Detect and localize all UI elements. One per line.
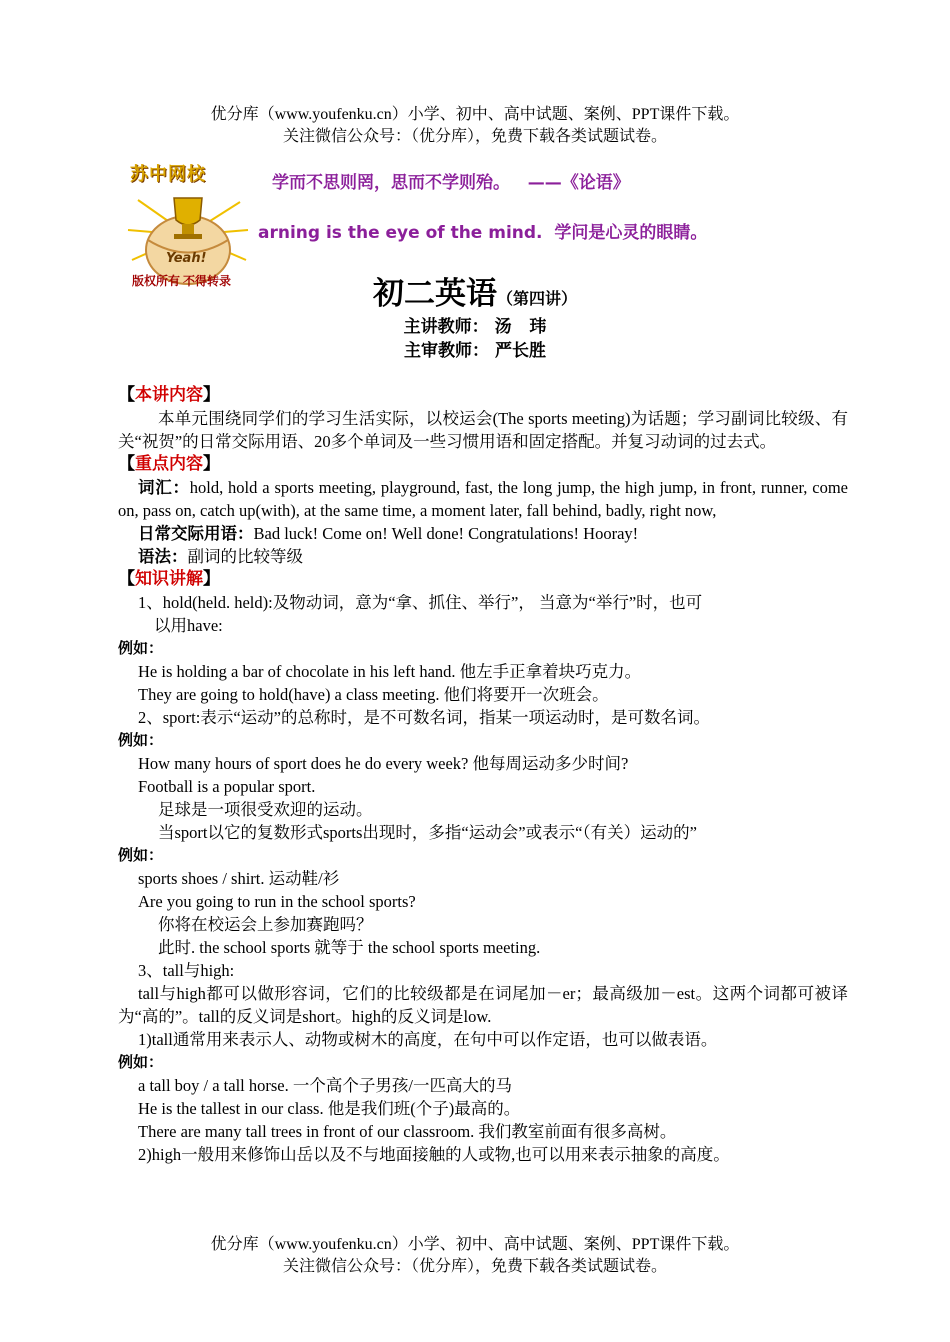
lead-teacher: 主讲教师： 汤 玮 <box>403 317 547 337</box>
point-1-cont: 以用have: <box>154 616 223 635</box>
motto-line-1: 学而不思则罔，思而不学则殆。 ——《论语》 <box>272 173 630 193</box>
point-2-cont: 当sport以它的复数形式sports出现时，多指“运动会”或表示“（有关）运动的” <box>158 823 697 842</box>
section-heading-key: 【重点内容】 <box>118 454 220 474</box>
example-line: Are you going to run in the school sports? <box>138 892 416 911</box>
point-3-sub-1: 1)tall通常用来表示人、动物或树木的高度，在句中可以作定语，也可以做表语。 <box>138 1030 718 1049</box>
point-2: 2、sport:表示“运动”的总称时，是不可数名词，指某一项运动时，是可数名词。 <box>138 708 710 727</box>
page-title <box>0 268 950 313</box>
example-line: He is holding a bar of chocolate in his left hand. 他左手正拿着块巧克力。 <box>138 662 642 681</box>
example-line: Football is a popular sport. <box>138 777 316 796</box>
header-line-2: 关注微信公众号：（优分库），免费下载各类试题试卷。 <box>282 128 667 145</box>
example-line: 你将在校运会上参加赛跑吗？ <box>158 915 373 934</box>
review-teacher: 主审教师： 严长胜 <box>404 341 546 361</box>
section-heading-knowledge: 【知识讲解】 <box>118 569 220 589</box>
footer-line-1: 优分库（www.youfenku.cn）小学、初中、高中试题、案例、PPT课件下载。 <box>210 1236 740 1253</box>
example-line: sports shoes / shirt. 运动鞋/衫 <box>138 869 340 888</box>
example-line: a tall boy / a tall horse. 一个高个子男孩/一匹高大的马 <box>138 1076 512 1095</box>
example-label: 例如： <box>118 639 164 657</box>
example-label: 例如： <box>118 846 164 864</box>
content-paragraph: 本单元围绕同学们的学习生活实际，以校运会(The sports meeting)为话题；学习副词比较级、有关“祝贺”的日常交际用语、20多个单词及一些习惯用语和固定搭配。并复习动词的过去式。 <box>118 409 848 451</box>
school-logo-name: 苏中网校 <box>130 164 206 185</box>
example-label: 例如： <box>118 731 164 749</box>
lesson-content <box>118 384 848 1166</box>
point-3-sub-2: 2)high一般用来修饰山岳以及不与地面接触的人或物,也可以用来表示抽象的高度。 <box>138 1145 730 1164</box>
section-heading-content: 【本讲内容】 <box>118 385 220 405</box>
header-line-1: 优分库（www.youfenku.cn）小学、初中、高中试题、案例、PPT课件下载。 <box>210 106 740 123</box>
title-main: 初二英语 <box>372 276 497 312</box>
example-label: 例如： <box>118 1053 164 1071</box>
footer-line-2: 关注微信公众号：（优分库），免费下载各类试题试卷。 <box>282 1258 667 1275</box>
point-3-text: tall与high都可以做形容词，它们的比较级都是在词尾加－er；最高级加－est。这两个词都可被译为“高的”。tall的反义词是short。high的反义词是low. <box>118 984 848 1026</box>
phrases-paragraph: 日常交际用语：Bad luck! Come on! Well done! Congratulations! Hooray! <box>138 524 639 543</box>
example-line: They are going to hold(have) a class meeting. 他们将要开一次班会。 <box>138 685 609 704</box>
logo-badge: Yeah! <box>166 251 207 266</box>
example-line: 此时. the school sports 就等于 the school sports meeting. <box>158 938 541 957</box>
point-1: 1、hold(held. held):及物动词，意为“拿、抓住、举行”， 当意为“举行”时，也可 <box>138 593 703 612</box>
copyright-notice: 版权所有 不得转录 <box>132 274 232 288</box>
motto-line-2: arning is the eye of the mind. 学问是心灵的眼睛。 <box>258 223 708 243</box>
vocab-paragraph: 词汇：hold, hold a sports meeting, playground, fast, the long jump, the high jump, in front, runner, come on, pass on, catch up(with), at the same time, a moment later, fall behind, badly, right now, <box>118 478 849 520</box>
grammar-paragraph: 语法：副词的比较等级 <box>138 547 303 566</box>
example-line: 足球是一项很受欢迎的运动。 <box>158 800 373 819</box>
point-3: 3、tall与high: <box>138 961 235 980</box>
title-sub: （第四讲） <box>496 289 577 308</box>
example-line: How many hours of sport does he do every week? 他每周运动多少时间? <box>138 754 629 773</box>
example-line: There are many tall trees in front of our classroom. 我们教室前面有很多高树。 <box>138 1122 677 1141</box>
example-line: He is the tallest in our class. 他是我们班(个子)最高的。 <box>138 1099 521 1118</box>
